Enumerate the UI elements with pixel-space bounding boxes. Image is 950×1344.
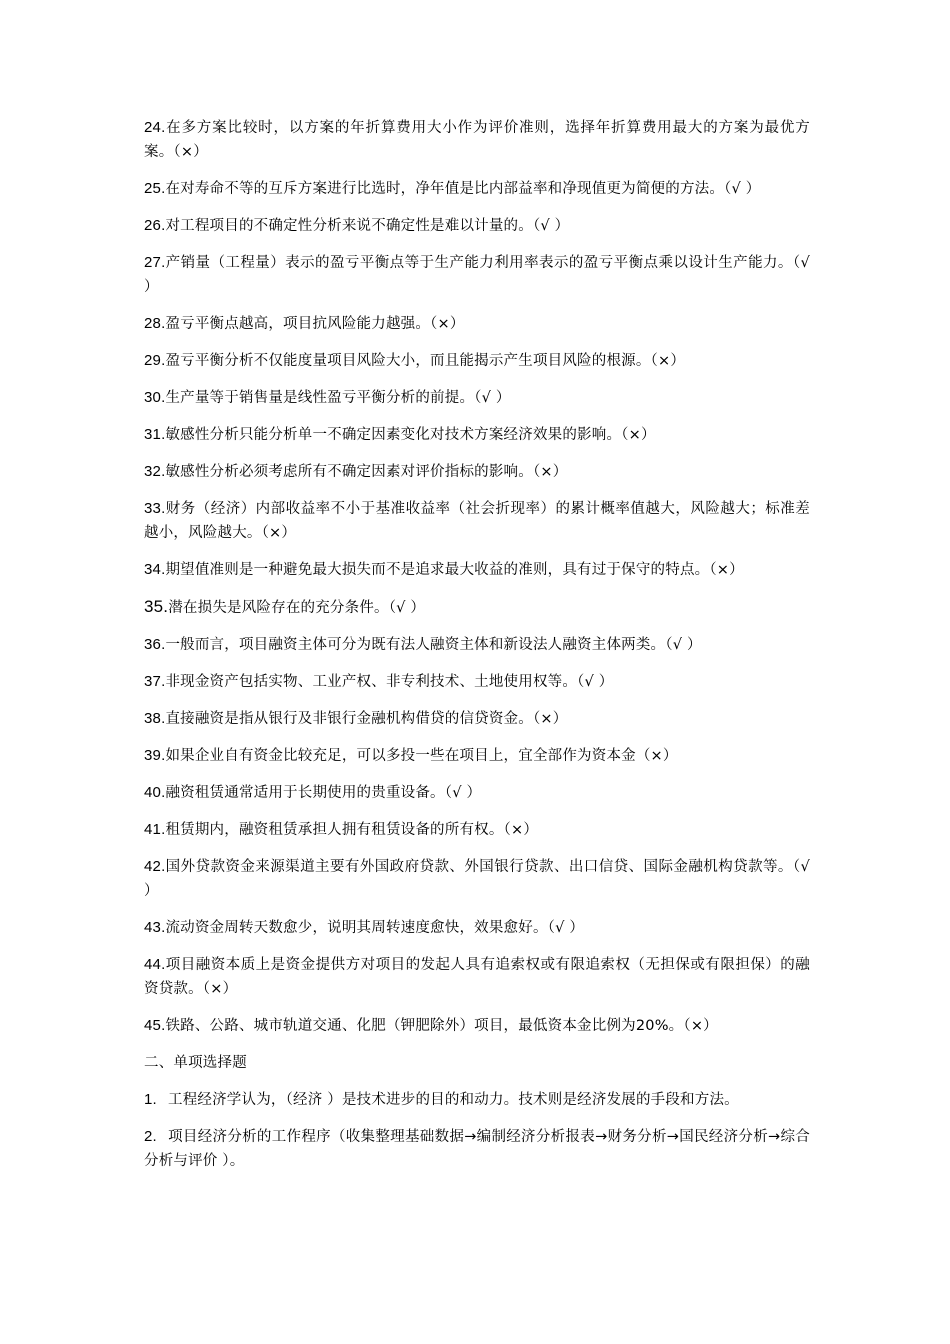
judgment-item-38 (144, 707, 810, 731)
item-number: 43. (144, 919, 166, 936)
item-text: 盈亏平衡分析不仅能度量项目风险大小，而且能揭示产生项目风险的根源。（×） (165, 353, 686, 369)
judgment-item-40 (144, 781, 810, 805)
item-text: 如果企业自有资金比较充足，可以多投一些在项目上，宜全部作为资本金（×） (165, 748, 678, 764)
judgment-item-43 (144, 916, 810, 940)
item-number: 29. (144, 352, 166, 369)
judgment-item-26 (144, 214, 810, 238)
item-text: 融资租赁通常适用于长期使用的贵重设备。（√ ） (165, 785, 482, 801)
item-number: 27. (144, 254, 166, 271)
item-number: 2. (144, 1128, 157, 1145)
judgment-item-35 (144, 595, 810, 620)
item-number: 40. (144, 784, 166, 801)
judgment-item-25 (144, 177, 810, 201)
item-text: 敏感性分析只能分析单一不确定因素变化对技术方案经济效果的影响。（×） (165, 427, 656, 443)
item-text: 直接融资是指从银行及非银行金融机构借贷的信贷资金。（×） (165, 711, 568, 727)
judgment-item-32 (144, 460, 810, 484)
judgment-item-24 (144, 116, 810, 164)
item-number: 32. (144, 463, 166, 480)
item-text: 国外贷款资金来源渠道主要有外国政府贷款、外国银行贷款、出口信贷、国际金融机构贷款等。（√ ） (144, 859, 810, 899)
item-number: 26. (144, 217, 166, 234)
choice-item-2 (144, 1125, 810, 1173)
item-text: 财务（经济）内部收益率不小于基准收益率（社会折现率）的累计概率值越大，风险越大；标准差越小，风险越大。（×） (144, 501, 810, 541)
item-number: 25. (144, 180, 166, 197)
item-text: 项目融资本质上是资金提供方对项目的发起人具有追索权或有限追索权（无担保或有限担保）的融资贷款。（×） (144, 957, 810, 997)
item-text: 敏感性分析必须考虑所有不确定因素对评价指标的影响。（×） (165, 464, 568, 480)
judgment-item-44 (144, 953, 810, 1001)
item-number: 33. (144, 500, 166, 517)
judgment-item-39 (144, 744, 810, 768)
item-number: 28. (144, 315, 166, 332)
judgment-item-45 (144, 1014, 810, 1038)
item-number: 31. (144, 426, 166, 443)
item-text: 铁路、公路、城市轨道交通、化肥（钾肥除外）项目，最低资本金比例为20%。（×） (165, 1018, 718, 1034)
item-text: 期望值准则是一种避免最大损失而不是追求最大收益的准则，具有过于保守的特点。（×） (165, 562, 744, 578)
judgment-item-29 (144, 349, 810, 373)
judgment-item-28 (144, 312, 810, 336)
document-body (144, 116, 810, 1186)
item-text: 在对寿命不等的互斥方案进行比选时，净年值是比内部益率和净现值更为简便的方法。（√ ） (165, 181, 761, 197)
item-text: 盈亏平衡点越高，项目抗风险能力越强。（×） (165, 316, 465, 332)
choice-item-1 (144, 1088, 810, 1112)
judgment-item-33 (144, 497, 810, 545)
item-number: 45. (144, 1017, 166, 1034)
judgment-item-31 (144, 423, 810, 447)
item-text: 潜在损失是风险存在的充分条件。（√ ） (168, 600, 426, 616)
item-number: 37. (144, 673, 166, 690)
item-number: 30. (144, 389, 166, 406)
item-text: 非现金资产包括实物、工业产权、非专利技术、土地使用权等。（√ ） (165, 674, 614, 690)
item-text: 在多方案比较时，以方案的年折算费用大小作为评价准则，选择年折算费用最大的方案为最优方案。（×） (144, 120, 810, 160)
item-number: 34. (144, 561, 166, 578)
judgment-item-30 (144, 386, 810, 410)
item-text: 生产量等于销售量是线性盈亏平衡分析的前提。（√ ） (165, 390, 511, 406)
judgment-item-27 (144, 251, 810, 299)
item-number: 36. (144, 636, 166, 653)
item-text: 流动资金周转天数愈少，说明其周转速度愈快，效果愈好。（√ ） (165, 920, 585, 936)
item-text: 租赁期内，融资租赁承担人拥有租赁设备的所有权。（×） (165, 822, 539, 838)
item-number: 42. (144, 858, 166, 875)
item-text: 项目经济分析的工作程序（收集整理基础数据→编制经济分析报表→财务分析→国民经济分析→综合分析与评价 ）。 (144, 1129, 810, 1169)
judgment-item-37 (144, 670, 810, 694)
item-number: 35. (144, 597, 169, 616)
item-text: 工程经济学认为，（经济 ）是技术进步的目的和动力。技术则是经济发展的手段和方法。 (168, 1092, 739, 1108)
item-number: 39. (144, 747, 166, 764)
item-number: 38. (144, 710, 166, 727)
item-text: 一般而言，项目融资主体可分为既有法人融资主体和新设法人融资主体两类。（√ ） (165, 637, 702, 653)
item-number: 44. (144, 956, 166, 973)
item-text: 产销量（工程量）表示的盈亏平衡点等于生产能力利用率表示的盈亏平衡点乘以设计生产能力。（√ ） (144, 255, 810, 295)
judgment-item-36 (144, 633, 810, 657)
section-title: 二、单项选择题 (144, 1055, 247, 1071)
judgment-item-41 (144, 818, 810, 842)
item-number: 24. (144, 119, 166, 136)
item-number: 1. (144, 1091, 157, 1108)
item-text: 对工程项目的不确定性分析来说不确定性是难以计量的。（√ ） (165, 218, 570, 234)
item-number: 41. (144, 821, 166, 838)
judgment-item-34 (144, 558, 810, 582)
judgment-item-42 (144, 855, 810, 903)
